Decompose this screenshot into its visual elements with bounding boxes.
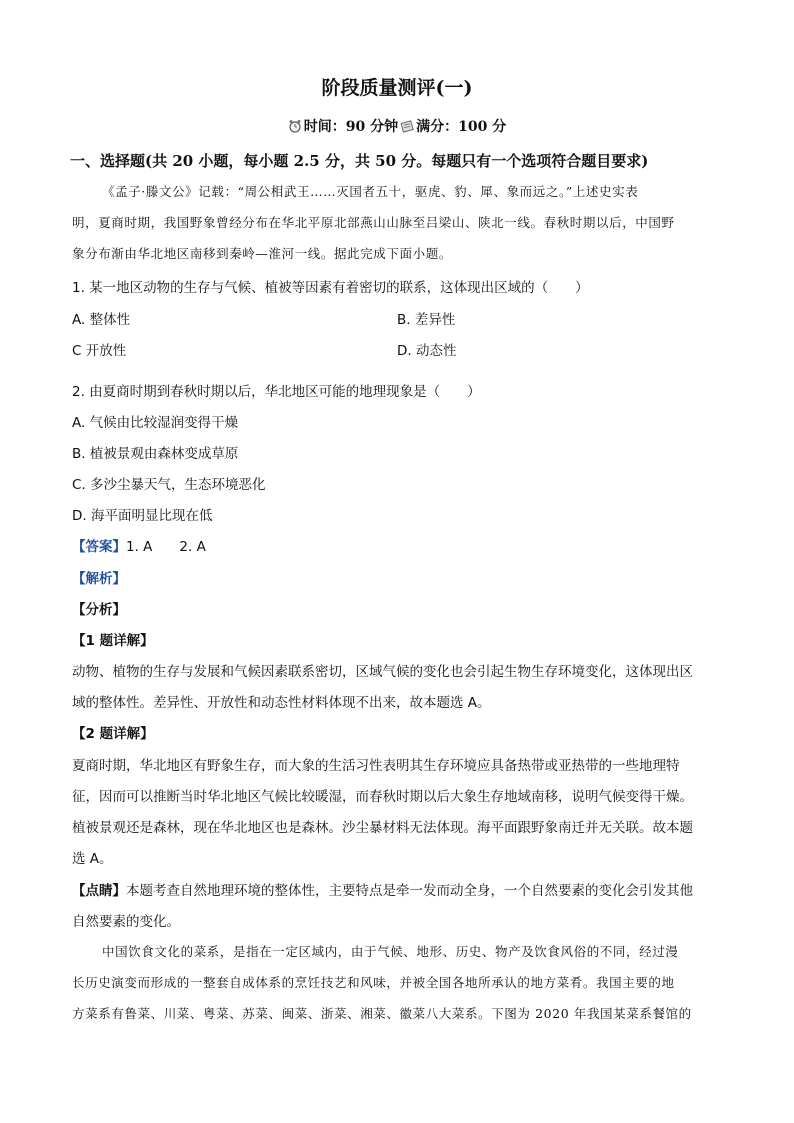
passage1-line-2: 明，夏商时期，我国野象曾经分布在华北平原北部燕山山脉至吕梁山、陕北一线。春秋时期以后，中国野: [72, 215, 675, 230]
q1-option-d: D. 动态性: [397, 343, 457, 359]
q2-detail-line-1: 夏商时期，华北地区有野象生存，而大象的生活习性表明其生存环境应具备热带或亚热带的一些地理特: [72, 758, 680, 774]
q2-detail-line-3: 植被景观还是森林，现在华北地区也是森林。沙尘暴材料无法体现。海平面跟野象南迁并无关联。故本题: [72, 820, 693, 836]
q1-stem: 1. 某一地区动物的生存与气候、植被等因素有着密切的联系，这体现出区域的（ ）: [72, 280, 589, 296]
q2-detail-line-4: 选 A。: [72, 851, 113, 867]
page-title: 阶段质量测评(一): [321, 77, 473, 99]
q2-stem: 2. 由夏商时期到春秋时期以后，华北地区可能的地理现象是（ ）: [72, 384, 481, 400]
passage2-line-2: 长历史演变而形成的一整套自成体系的烹饪技艺和风味，并被全国各地所承认的地方菜肴。我国主要的地: [72, 975, 675, 990]
section-heading: 一、选择题(共 20 小题，每小题 2.5 分，共 50 分。每题只有一个选项符合题目要求): [70, 152, 649, 170]
dianjing-line-1: 本题考查自然地理环境的整体性，主要特点是牵一发而动全身，一个自然要素的变化会引发其他: [126, 883, 693, 899]
q2-detail-line-2: 征，因而可以推断当时华北地区气候比较暖湿，而春秋时期以后大象生存地域南移，说明气候变得干燥。: [72, 789, 693, 805]
q1-option-c: C 开放性: [72, 343, 127, 359]
paper-icon: [400, 119, 414, 133]
alarm-clock-icon: [288, 119, 302, 133]
q2-option-b: B. 植被景观由森林变成草原: [72, 446, 239, 462]
dianjing-label: 【点睛】: [72, 883, 126, 899]
time-label: 时间：90 分钟: [303, 119, 399, 135]
q2-option-a: A. 气候由比较湿润变得干燥: [72, 415, 239, 431]
answer-row: [72, 535, 206, 555]
q1-detail-line-1: 动物、植物的生存与发展和气候因素联系密切，区域气候的变化也会引起生物生存环境变化，这体现出区: [72, 664, 693, 680]
passage1-line-3: 象分布渐由华北地区南移到秦岭—淮河一线。据此完成下面小题。: [72, 246, 452, 261]
dianjing-row: [72, 879, 693, 899]
answer-text: 1. A 2. A: [126, 539, 206, 555]
passage1-line-1: 《孟子·滕文公》记载：“周公相武王……灭国者五十，驱虎、豹、犀、象而远之。”上述史实表: [102, 184, 639, 199]
q2-detail-label: 【2 题详解】: [72, 726, 154, 742]
q2-option-d: D. 海平面明显比现在低: [72, 508, 213, 524]
q1-option-b: B. 差异性: [397, 312, 456, 328]
q2-option-c: C. 多沙尘暴天气，生态环境恶化: [72, 477, 266, 493]
answer-label: 【答案】: [72, 539, 126, 555]
fenxi-label: 【分析】: [72, 602, 126, 618]
q1-option-a: A. 整体性: [72, 312, 131, 328]
exam-info: [0, 116, 794, 136]
jiexi-label: 【解析】: [72, 571, 126, 587]
dianjing-line-2: 自然要素的变化。: [72, 914, 180, 930]
q1-detail-label: 【1 题详解】: [72, 633, 154, 649]
q1-detail-line-2: 域的整体性。差异性、开放性和动态性材料体现不出来，故本题选 A。: [72, 695, 491, 711]
passage2-line-1: 中国饮食文化的菜系，是指在一定区域内，由于气候、地形、历史、物产及饮食风俗的不同，经过漫: [102, 944, 679, 959]
passage2-line-3: 方菜系有鲁菜、川菜、粤菜、苏菜、闽菜、浙菜、湘菜、徽菜八大菜系。下图为 2020 年我国某菜系餐馆的: [72, 1006, 692, 1021]
score-label: 满分：100 分: [416, 119, 507, 135]
